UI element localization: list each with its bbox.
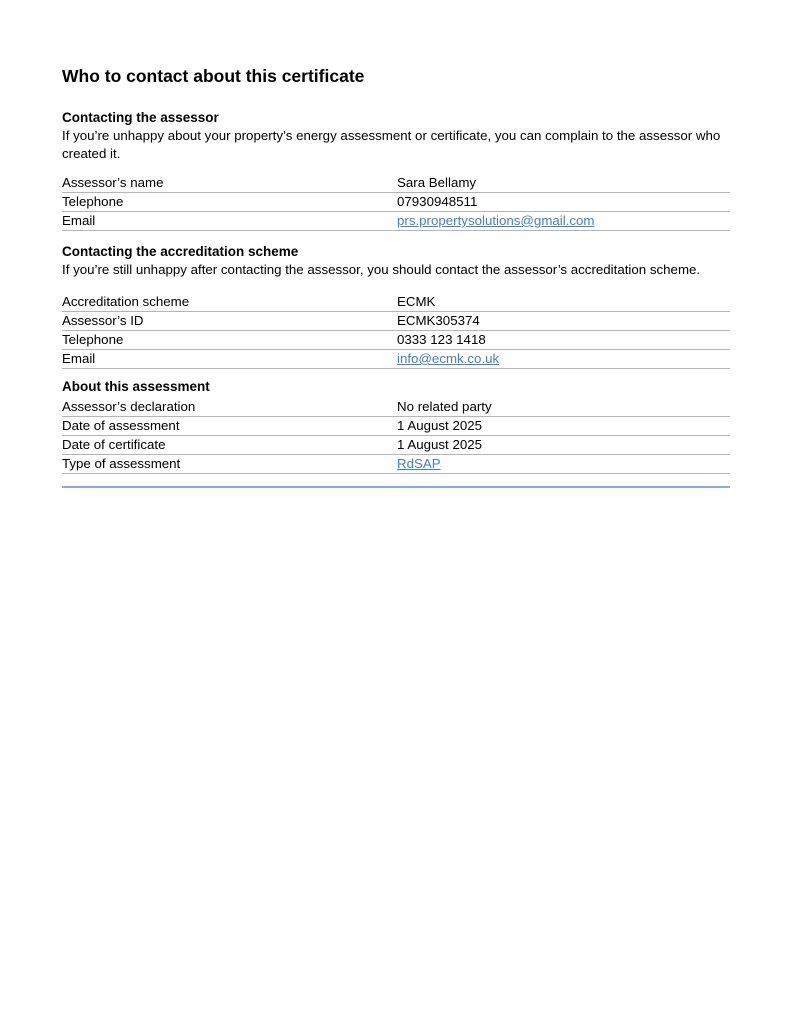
row-label-type-of-assessment: Type of assessment [62, 455, 397, 474]
row-label-scheme-email: Email [62, 350, 397, 369]
row-label-assessors-declaration: Assessor’s declaration [62, 398, 397, 417]
row-label-accreditation-scheme: Accreditation scheme [62, 293, 397, 312]
table-row [62, 350, 730, 369]
table-row [62, 398, 730, 417]
table-row [62, 193, 730, 212]
assessor-contact-table [62, 174, 730, 231]
section-heading-contacting-assessor: Contacting the assessor [62, 110, 219, 125]
assessor-email-link[interactable]: prs.propertysolutions@gmail.com [397, 213, 595, 228]
table-row [62, 312, 730, 331]
table-row [62, 455, 730, 474]
scheme-email-link[interactable]: info@ecmk.co.uk [397, 351, 500, 366]
section-heading-about-assessment: About this assessment [62, 379, 210, 394]
bottom-divider [62, 486, 730, 488]
row-label-assessors-id: Assessor’s ID [62, 312, 397, 331]
row-value-assessors-id: ECMK305374 [397, 312, 730, 331]
row-label-date-of-certificate: Date of certificate [62, 436, 397, 455]
row-value-type-of-assessment [397, 455, 730, 474]
table-row [62, 436, 730, 455]
table-row [62, 293, 730, 312]
section-body-accreditation-scheme: If you’re still unhappy after contacting the assessor, you should contact the assessor’s accreditation scheme. [62, 262, 701, 277]
row-label-date-of-assessment: Date of assessment [62, 417, 397, 436]
row-label-assessors-name: Assessor’s name [62, 174, 397, 193]
row-value-scheme-telephone: 0333 123 1418 [397, 331, 730, 350]
row-value-email [397, 212, 730, 231]
page-title: Who to contact about this certificate [62, 66, 365, 86]
row-value-assessors-name: Sara Bellamy [397, 174, 730, 193]
table-row [62, 174, 730, 193]
table-row [62, 417, 730, 436]
table-row [62, 331, 730, 350]
row-label-scheme-telephone: Telephone [62, 331, 397, 350]
section-contacting-accreditation-scheme [62, 243, 730, 369]
row-label-telephone: Telephone [62, 193, 397, 212]
certificate-page [0, 0, 793, 488]
row-label-email: Email [62, 212, 397, 231]
row-value-date-of-assessment: 1 August 2025 [397, 417, 730, 436]
row-value-telephone: 07930948511 [397, 193, 730, 212]
rdsap-link[interactable]: RdSAP [397, 456, 441, 471]
section-contacting-assessor [62, 109, 730, 231]
section-about-this-assessment [62, 378, 730, 474]
about-assessment-table [62, 398, 730, 474]
row-value-accreditation-scheme: ECMK [397, 293, 730, 312]
row-value-date-of-certificate: 1 August 2025 [397, 436, 730, 455]
table-row [62, 212, 730, 231]
section-body-contacting-assessor: If you’re unhappy about your property’s energy assessment or certificate, you can complain to the assessor who created it. [62, 128, 721, 161]
row-value-scheme-email [397, 350, 730, 369]
row-value-assessors-declaration: No related party [397, 398, 730, 417]
accreditation-scheme-table [62, 293, 730, 369]
section-heading-accreditation-scheme: Contacting the accreditation scheme [62, 244, 299, 259]
